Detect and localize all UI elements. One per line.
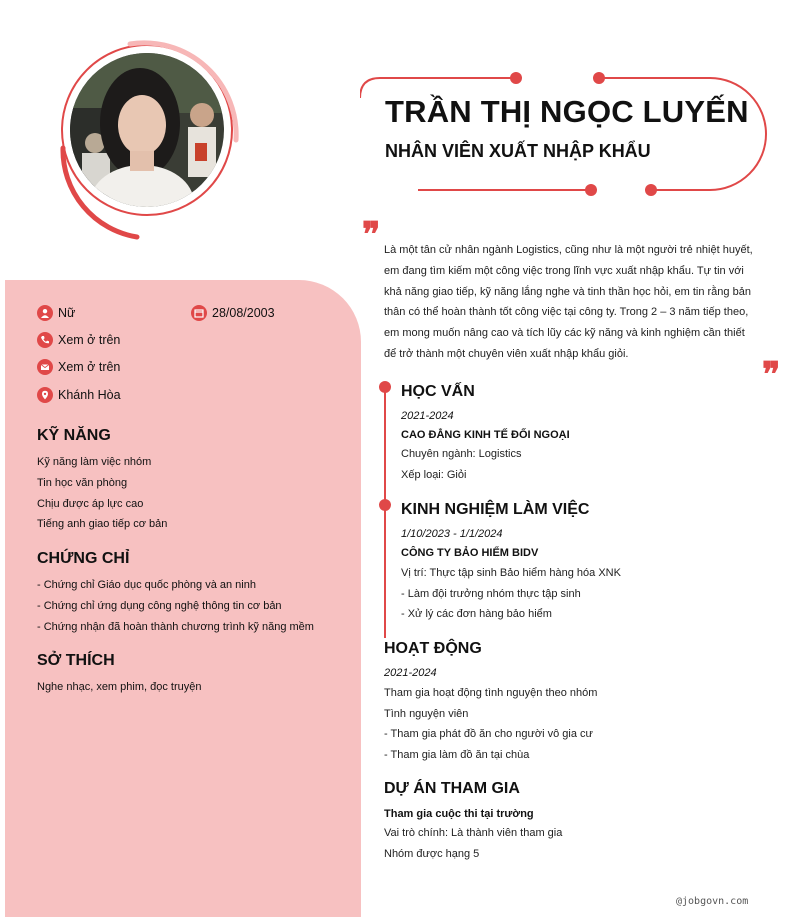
projects-details: [384, 823, 562, 864]
list-item: Tin học văn phòng: [37, 476, 128, 489]
list-item: Chuyên ngành: Logistics: [401, 448, 522, 460]
user-icon: [37, 305, 53, 321]
contact-email: [37, 359, 120, 375]
list-item: Xếp loại: Giỏi: [401, 468, 467, 481]
list-item: Kỹ năng làm việc nhóm: [37, 456, 152, 468]
list-item: Tiếng anh giao tiếp cơ bản: [37, 518, 168, 531]
experience-date: 1/10/2023 - 1/1/2024: [401, 528, 503, 540]
email-value: Xem ở trên: [58, 360, 121, 374]
candidate-name: TRẦN THỊ NGỌC LUYẾN: [385, 94, 749, 129]
phone-value: Xem ở trên: [58, 333, 121, 347]
skills-list: [37, 452, 167, 535]
education-date: 2021-2024: [401, 410, 454, 422]
contact-birthdate: [191, 305, 275, 321]
quote-open-icon: ❞: [362, 215, 381, 255]
hobbies-title: SỞ THÍCH: [37, 652, 115, 669]
certificates-list: [37, 575, 314, 637]
activities-details: [384, 683, 597, 765]
list-item: - Xử lý các đơn hàng bảo hiểm: [401, 608, 552, 620]
activities-title: HOẠT ĐỘNG: [384, 640, 482, 657]
projects-name: Tham gia cuộc thi tại trường: [384, 808, 534, 820]
skills-title: KỸ NĂNG: [37, 427, 111, 444]
education-title: HỌC VẤN: [401, 383, 475, 400]
name-frame: [360, 70, 780, 200]
location-value: Khánh Hòa: [58, 388, 121, 402]
activities-date: 2021-2024: [384, 667, 437, 679]
list-item: - Tham gia làm đồ ăn tại chùa: [384, 748, 530, 761]
list-item: Chịu được áp lực cao: [37, 497, 144, 510]
list-item: - Tham gia phát đồ ăn cho người vô gia cư: [384, 728, 593, 740]
location-pin-icon: [37, 387, 53, 403]
candidate-role: NHÂN VIÊN XUẤT NHẬP KHẨU: [385, 141, 651, 161]
timeline-line: [384, 386, 386, 638]
list-item: - Chứng nhận đã hoàn thành chương trình kỹ năng mềm: [37, 620, 314, 633]
experience-company: CÔNG TY BẢO HIỂM BIDV: [401, 547, 539, 559]
email-icon: [37, 359, 53, 375]
list-item: Vị trí: Thực tập sinh Bảo hiểm hàng hóa XNK: [401, 567, 621, 579]
name-header: [360, 70, 780, 200]
profile-photo-frame: [30, 38, 242, 250]
contact-phone: [37, 332, 120, 348]
projects-title: DỰ ÁN THAM GIA: [384, 780, 520, 797]
gender-value: Nữ: [58, 306, 76, 320]
calendar-icon: [191, 305, 207, 321]
contact-gender: [37, 305, 75, 321]
education-details: [401, 444, 521, 485]
birthdate-value: 28/08/2003: [212, 306, 275, 320]
profile-photo: [70, 53, 224, 207]
list-item: Tình nguyện viên: [384, 707, 469, 720]
contact-location: [37, 387, 121, 403]
education-school: CAO ĐẲNG KINH TẾ ĐỐI NGOẠI: [401, 429, 570, 441]
watermark: @jobgovn.com: [676, 896, 749, 907]
list-item: - Chứng chỉ Giáo dục quốc phòng và an ninh: [37, 579, 256, 591]
list-item: Nhóm được hạng 5: [384, 847, 480, 860]
career-summary: Là một tân cử nhân ngành Logistics, cũng như là một người trẻ nhiệt huyết, em đang tìm kiếm một công việc trong lĩnh vực xuất nhập khẩu. Tự tin với khả năng giao tiếp, kỹ năng lắng nghe và tinh thần học hỏi, em tin rằng bản thân có thể hoàn thành tốt công việc tại công ty. Trong 2 – 3 năm tiếp theo, em mong muốn nâng cao và tích lũy các kỹ năng và kinh nghiệm cần thiết để trở thành một chuyên viên xuất nhập khẩu giỏi.: [384, 244, 753, 360]
experience-details: [401, 563, 621, 625]
list-item: - Làm đội trưởng nhóm thực tập sinh: [401, 587, 581, 600]
list-item: Nghe nhạc, xem phim, đọc truyện: [37, 681, 202, 693]
timeline-dot: [379, 381, 391, 393]
hobbies-list: [37, 677, 201, 698]
list-item: Tham gia hoạt động tình nguyện theo nhóm: [384, 687, 598, 699]
list-item: Vai trò chính: Là thành viên tham gia: [384, 827, 563, 839]
phone-icon: [37, 332, 53, 348]
quote-close-icon: ❞: [762, 355, 781, 395]
experience-title: KINH NGHIỆM LÀM VIỆC: [401, 501, 590, 518]
list-item: - Chứng chỉ ứng dụng công nghệ thông tin cơ bản: [37, 599, 282, 612]
timeline-dot: [379, 499, 391, 511]
certificates-title: CHỨNG CHỈ: [37, 550, 130, 567]
